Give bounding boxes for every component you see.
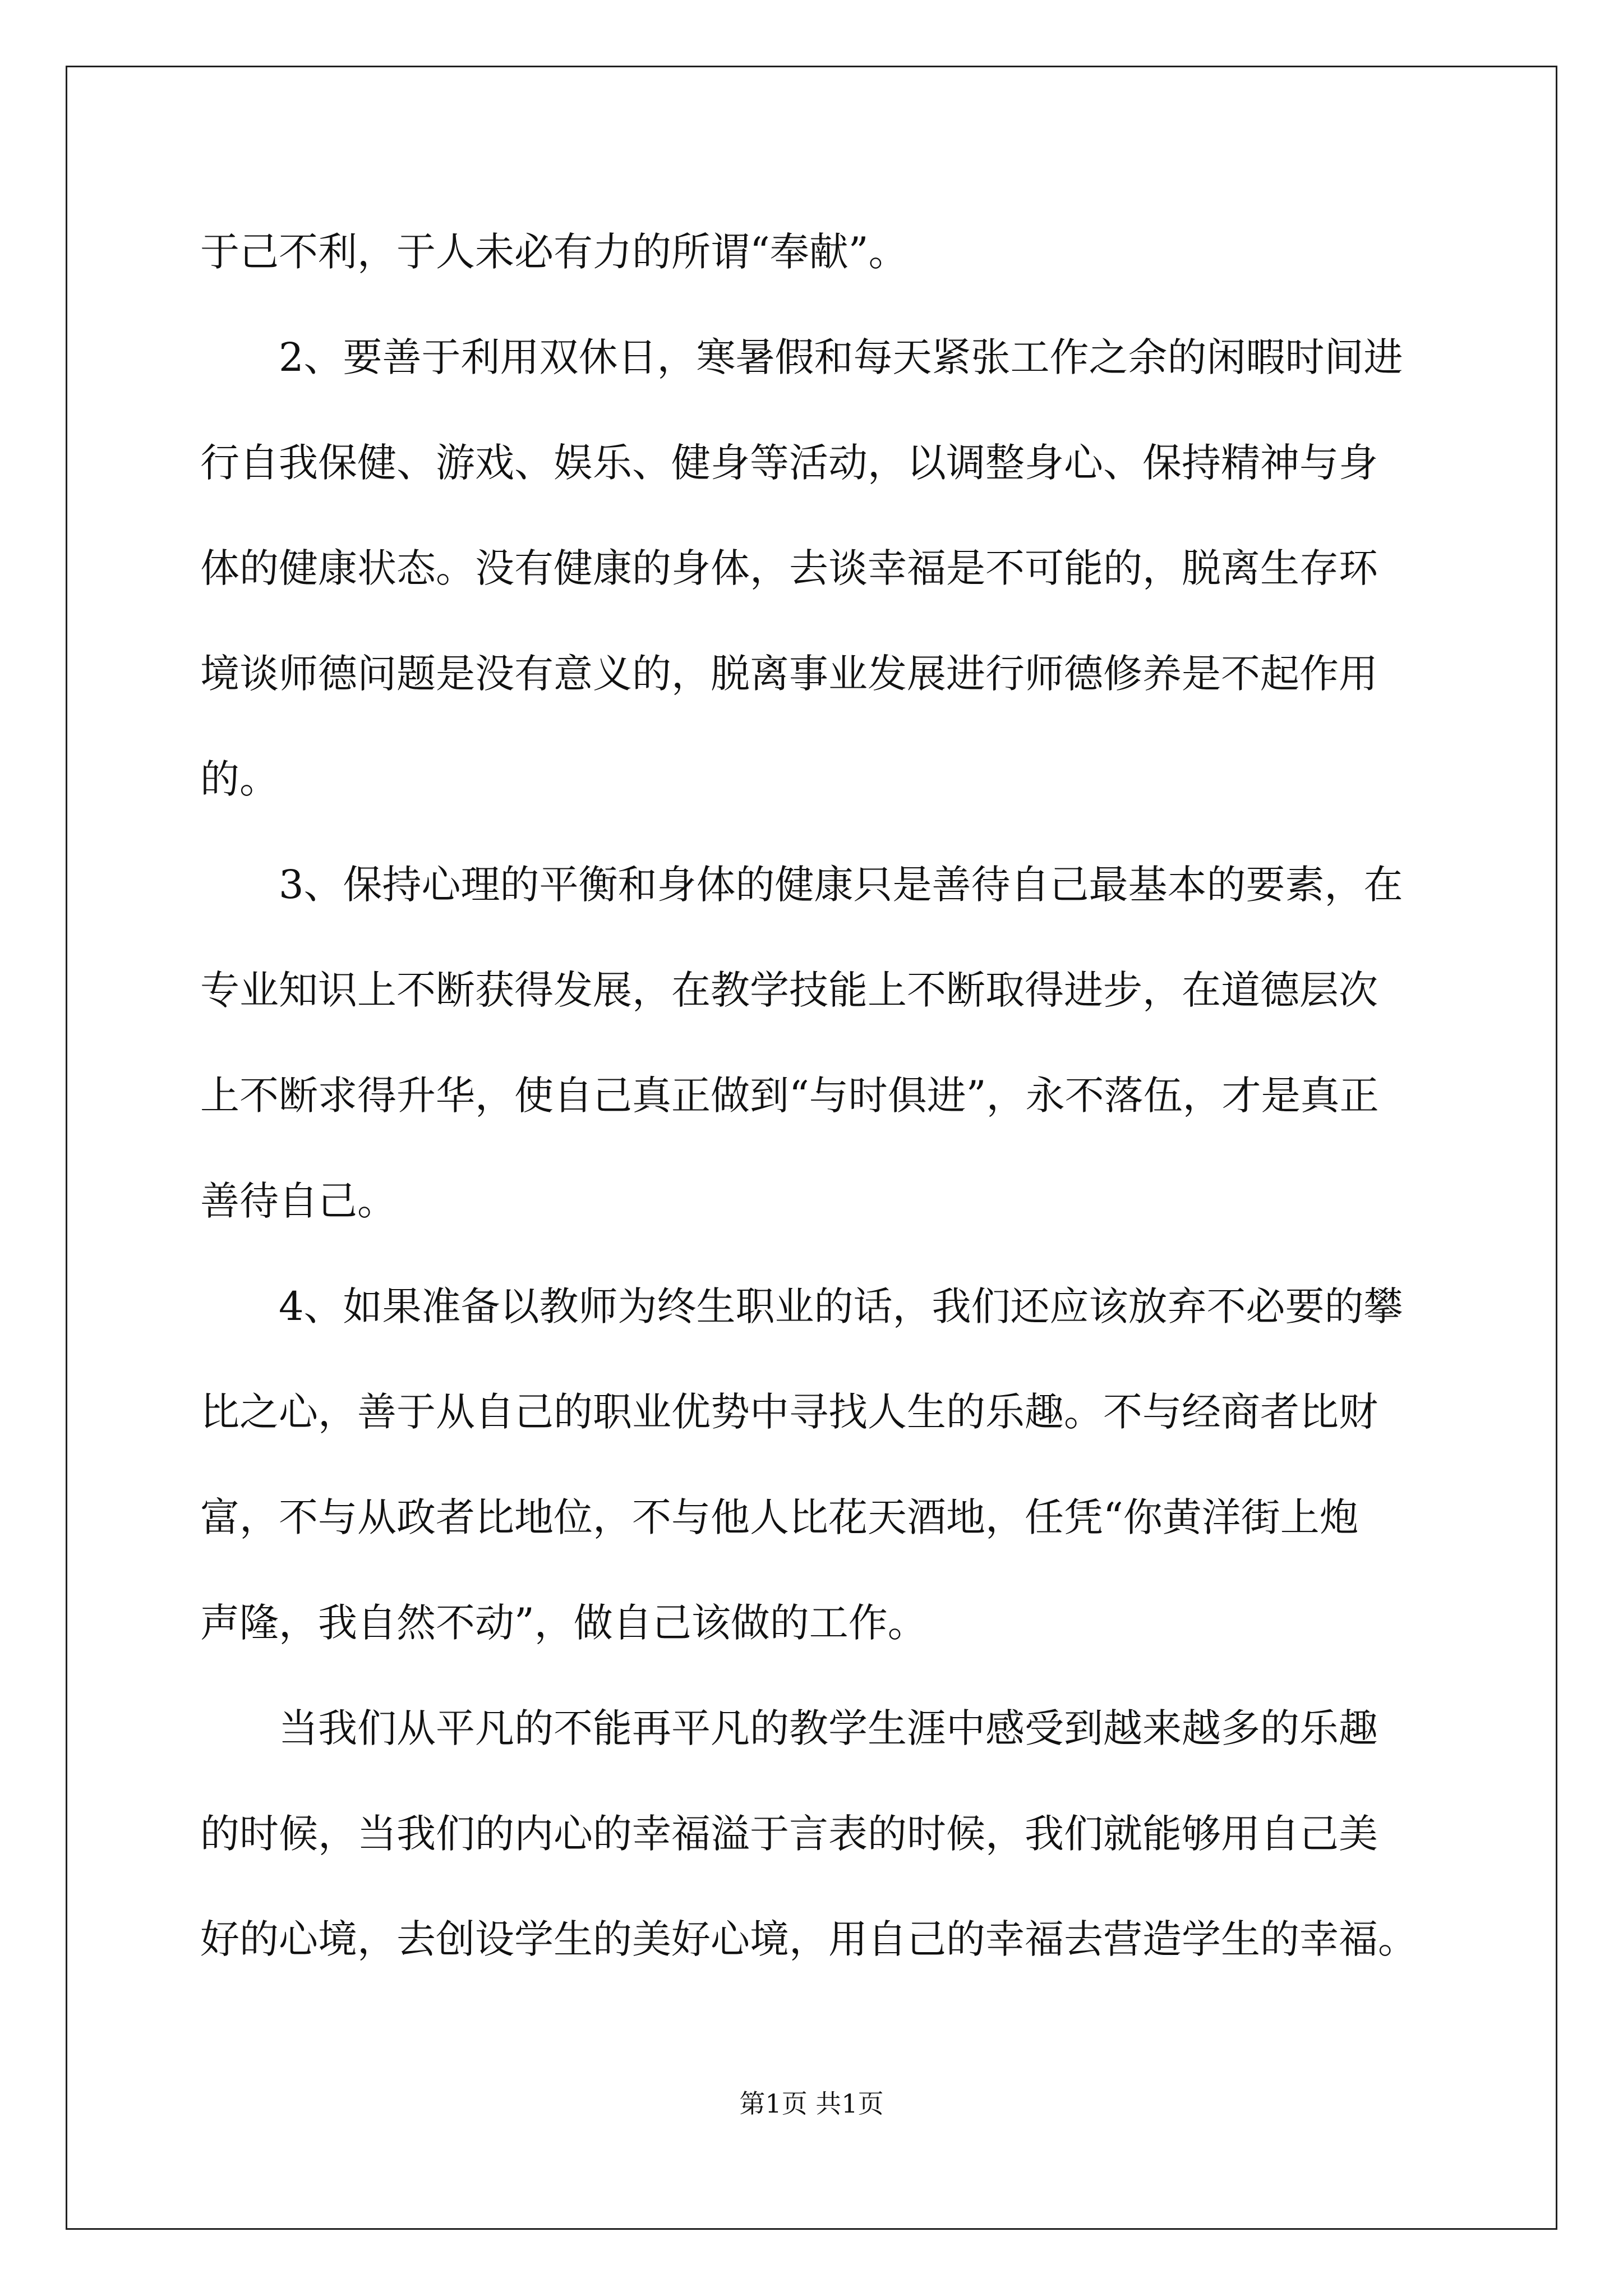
text-line: 行自我保健、游戏、娱乐、健身等活动，以调整身心、保持精神与身 [200, 440, 1378, 486]
paragraph-3-line: 3、保持心理的平衡和身体的健康只是善待自己最基本的要素，在 [279, 862, 1403, 908]
paragraph-4-line: 4、如果准备以教师为终生职业的话，我们还应该放弃不必要的攀 [279, 1283, 1403, 1329]
text-line: 境谈师德问题是没有意义的，脱离事业发展进行师德修养是不起作用 [200, 651, 1378, 697]
text-line: 的时候，当我们的内心的幸福溢于言表的时候，我们就能够用自己美 [200, 1811, 1378, 1857]
text-line: 比之心，善于从自己的职业优势中寻找人生的乐趣。不与经商者比财 [200, 1389, 1378, 1435]
paragraph-5-line: 当我们从平凡的不能再平凡的教学生涯中感受到越来越多的乐趣 [279, 1705, 1378, 1751]
text-line: 体的健康状态。没有健康的身体，去谈幸福是不可能的，脱离生存环 [200, 545, 1378, 591]
text-line: 的。 [200, 756, 279, 802]
text-line: 善待自己。 [200, 1178, 396, 1224]
text-line: 好的心境，去创设学生的美好心境，用自己的幸福去营造学生的幸福。 [200, 1916, 1417, 1962]
paragraph-2-line: 2、要善于利用双休日，寒暑假和每天紧张工作之余的闲暇时间进 [279, 334, 1403, 380]
text-line: 富，不与从政者比地位，不与他人比花天酒地，任凭“你黄洋街上炮 [200, 1494, 1359, 1540]
text-line: 专业知识上不断获得发展，在教学技能上不断取得进步，在道德层次 [200, 967, 1378, 1013]
text-line: 上不断求得升华，使自己真正做到“与时俱进”，永不落伍，才是真正 [200, 1073, 1379, 1119]
text-line: 于己不利，于人未必有力的所谓“奉献”。 [200, 229, 908, 275]
page-number-footer: 第1页 共1页 [739, 2088, 884, 2119]
text-line: 声隆，我自然不动”，做自己该做的工作。 [200, 1600, 927, 1646]
document-body [200, 199, 1428, 1992]
